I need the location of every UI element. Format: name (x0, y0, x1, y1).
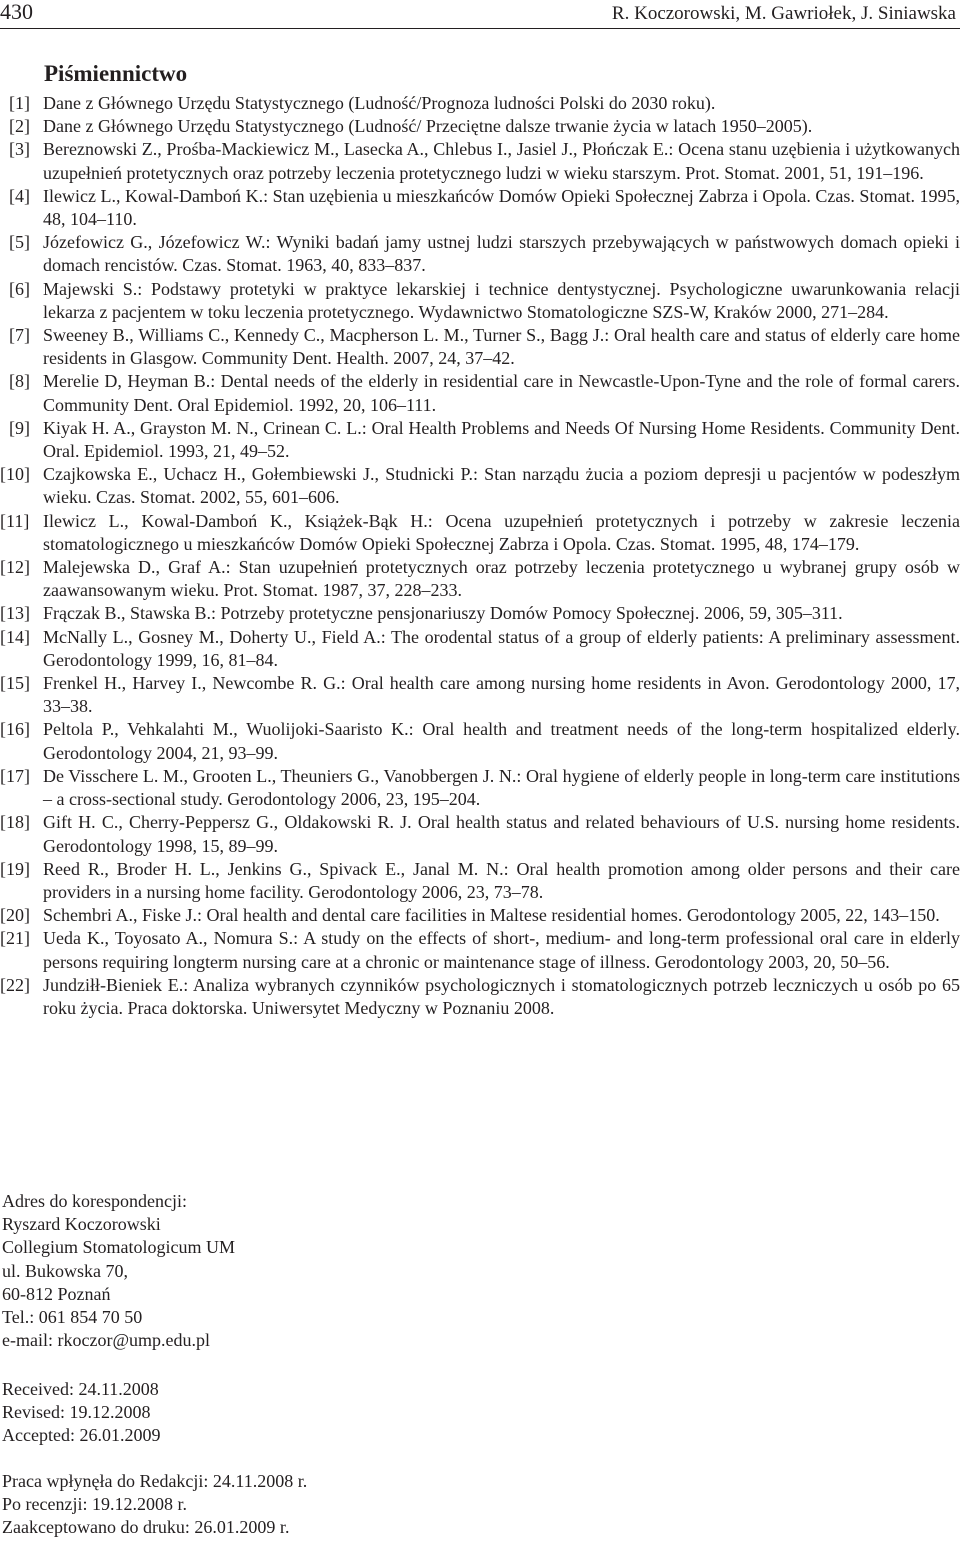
reference-item (9, 370, 960, 416)
reference-item (0, 811, 960, 857)
running-head: R. Koczorowski, M. Gawriołek, J. Siniawska (611, 3, 956, 24)
correspondence-email: e-mail: rkoczor@ump.edu.pl (2, 1330, 211, 1351)
reference-item (9, 278, 960, 324)
reference-list (0, 92, 960, 1020)
reference-item (9, 92, 960, 115)
reference-item (9, 324, 960, 370)
reference-number: [18] (0, 812, 30, 833)
correspondence-street: ul. Bukowska 70, (2, 1260, 128, 1281)
reference-number: [16] (0, 719, 30, 740)
reference-text: McNally L., Gosney M., Doherty U., Field A.: The orodental status of a group of elderly patients: A preliminary assessment. Gerodontology 1999, 16, 81–84. (43, 626, 960, 670)
reference-number: [6] (9, 278, 30, 299)
reference-item (0, 510, 960, 556)
reference-text: Kiyak H. A., Grayston M. N., Crinean C. L.: Oral Health Problems and Needs Of Nursing Home Residents. Community Dent. Oral. Epidemiol. 1993, 21, 49–52. (43, 417, 960, 462)
reference-number: [8] (9, 371, 30, 392)
reference-item (9, 417, 960, 463)
reference-number: [10] (0, 464, 30, 485)
reference-item (9, 138, 960, 184)
page-header (0, 0, 960, 32)
reference-number: [2] (9, 116, 30, 137)
reference-number: [4] (9, 185, 30, 206)
reference-item (0, 602, 960, 625)
correspondence-phone: Tel.: 061 854 70 50 (2, 1307, 143, 1328)
reference-number: [9] (9, 417, 30, 438)
reference-item (9, 231, 960, 277)
reference-text: Jundziłł-Bieniek E.: Analiza wybranych czynników psychologicznych i stomatologicznych potrzeb leczniczych u osób po 65 roku życia. Praca doktorska. Uniwersytet Medyczny w Poznaniu 2008. (43, 974, 960, 1018)
reference-text: De Visschere L. M., Grooten L., Theuniers G., Vanobbergen J. N.: Oral hygiene of elderly people in long-term care institutions – a cross-sectional study. Gerodontology 2006, 23, 195–204. (43, 765, 960, 810)
reference-number: [5] (9, 232, 30, 253)
reference-number: [19] (0, 858, 30, 879)
reference-text: Malejewska D., Graf A.: Stan uzupełnień protetycznych oraz potrzeby leczenia protetycznego u wybranej grupy osób w zaawansowanym wieku. Prot. Stomat. 1987, 37, 228–233. (43, 557, 960, 601)
reviewed-date-pl: Po recenzji: 19.12.2008 r. (2, 1494, 187, 1515)
reference-text: Sweeney B., Williams C., Kennedy C., Macpherson L. M., Turner S., Bagg J.: Oral health care and status of elderly care home residents in Glasgow. Community Dent. Health. 2007, 24, 37–42. (43, 325, 960, 369)
reference-item (0, 974, 960, 1020)
reference-item (0, 765, 960, 811)
reference-item (0, 718, 960, 764)
reference-number: [20] (0, 905, 30, 926)
dates-english (2, 1378, 160, 1448)
reference-number: [21] (0, 928, 30, 949)
reference-text: Ilewicz L., Kowal-Damboń K., Książek-Bąk H.: Ocena uzupełnień protetycznych i potrzeby w zakresie leczenia stomatologicznego u mieszkańców Domów Opieki Społecznej Zabrza i Opola. Czas. Stomat. 1995, 48, 174–179. (43, 510, 960, 554)
correspondence-address (2, 1190, 235, 1352)
reference-item (0, 858, 960, 904)
reference-item (0, 672, 960, 718)
reference-number: [17] (0, 765, 30, 786)
reference-item (0, 463, 960, 509)
reference-number: [14] (0, 626, 30, 647)
reference-text: Ueda K., Toyosato A., Nomura S.: A study on the effects of short-, medium- and long-term professional oral care in elderly persons requiring longterm nursing care at a chronic or maintenance stage of illness. Gerodontology 2003, 20, 50–56. (43, 928, 960, 972)
correspondence-name: Ryszard Koczorowski (2, 1214, 161, 1235)
reference-item (0, 556, 960, 602)
reference-number: [7] (9, 325, 30, 346)
reference-item (9, 185, 960, 231)
correspondence-city: 60-812 Poznań (2, 1283, 111, 1304)
submitted-date-pl: Praca wpłynęła do Redakcji: 24.11.2008 r. (2, 1471, 308, 1491)
reference-item (0, 904, 960, 927)
reference-item (0, 927, 960, 973)
page-number: 430 (0, 0, 33, 24)
reference-text: Merelie D, Heyman B.: Dental needs of the elderly in residential care in Newcastle-Upon-Tyne and the role of formal carers. Community Dent. Oral Epidemiol. 1992, 20, 106–111. (43, 371, 960, 415)
reference-text: Dane z Głównego Urzędu Statystycznego (Ludność/ Przeciętne dalsze trwanie życia w latach 1950–2005). (43, 116, 813, 137)
reference-text: Dane z Głównego Urzędu Statystycznego (Ludność/Prognoza ludności Polski do 2030 roku). (43, 93, 716, 113)
section-title: Piśmiennictwo (44, 61, 188, 86)
revised-date: Revised: 19.12.2008 (2, 1402, 151, 1423)
reference-item (9, 115, 960, 138)
reference-item (0, 626, 960, 672)
reference-text: Bereznowski Z., Prośba-Mackiewicz M., Lasecka A., Chlebus I., Jasiel J., Płończak E.: Ocena stanu uzębienia i użytkowanych uzupełnień protetycznych oraz potrzeby leczenia protetycznego ludzi w wieku starszym. Prot. Stomat. 2001, 51, 191–196. (43, 139, 960, 183)
reference-text: Ilewicz L., Kowal-Damboń K.: Stan uzębienia u mieszkańców Domów Opieki Społecznej Zabrza i Opola. Czas. Stomat. 1995, 48, 104–110. (43, 185, 960, 230)
reference-text: Majewski S.: Podstawy protetyki w praktyce lekarskiej i technice dentystycznej. Psychologiczne uwarunkowania relacji lekarza z pacjentem w toku leczenia protetycznego. Wydawnictwo Stomatologiczne SZS-W, Kraków 2000, 271–284. (43, 278, 960, 322)
reference-text: Czajkowska E., Uchacz H., Gołembiewski J., Studnicki P.: Stan narządu żucia a poziom depresji u pacjentów w podeszłym wieku. Czas. Stomat. 2002, 55, 601–606. (43, 464, 960, 508)
reference-number: [1] (9, 93, 30, 113)
reference-number: [12] (0, 557, 30, 578)
reference-number: [13] (0, 603, 30, 624)
reference-number: [11] (0, 510, 30, 531)
correspondence-heading: Adres do korespondencji: (2, 1191, 187, 1211)
reference-text: Józefowicz G., Józefowicz W.: Wyniki badań jamy ustnej ludzi starszych przebywających w państwowych domach opieki i domach rencistów. Czas. Stomat. 1963, 40, 833–837. (43, 232, 960, 276)
received-date: Received: 24.11.2008 (2, 1379, 159, 1399)
accepted-date-pl: Zaakceptowano do druku: 26.01.2009 r. (2, 1517, 290, 1538)
reference-number: [15] (0, 673, 30, 694)
reference-text: Reed R., Broder H. L., Jenkins G., Spivack E., Janal M. N.: Oral health promotion among older persons and their care providers in a nursing home facility. Gerodontology 2006, 23, 73–78. (43, 858, 960, 902)
correspondence-institution: Collegium Stomatologicum UM (2, 1237, 235, 1258)
accepted-date: Accepted: 26.01.2009 (2, 1425, 161, 1446)
reference-text: Frenkel H., Harvey I., Newcombe R. G.: Oral health care among nursing home residents in Avon. Gerodontology 2000, 17, 33–38. (43, 673, 960, 717)
reference-text: Schembri A., Fiske J.: Oral health and dental care facilities in Maltese residential homes. Gerodontology 2005, 22, 143–150. (43, 905, 940, 926)
reference-text: Frączak B., Stawska B.: Potrzeby protetyczne pensjonariuszy Domów Pomocy Społecznej. 2006, 59, 305–311. (43, 603, 843, 624)
reference-number: [3] (9, 139, 30, 160)
reference-number: [22] (0, 974, 30, 995)
header-rule (0, 28, 960, 29)
dates-polish (2, 1470, 307, 1540)
reference-text: Peltola P., Vehkalahti M., Wuolijoki-Saaristo K.: Oral health and treatment needs of the long-term hospitalized elderly. Gerodontology 2004, 21, 93–99. (43, 719, 960, 763)
reference-text: Gift H. C., Cherry-Peppersz G., Oldakowski R. J. Oral health status and related behaviours of U.S. nursing home residents. Gerodontology 1998, 15, 89–99. (43, 812, 960, 856)
